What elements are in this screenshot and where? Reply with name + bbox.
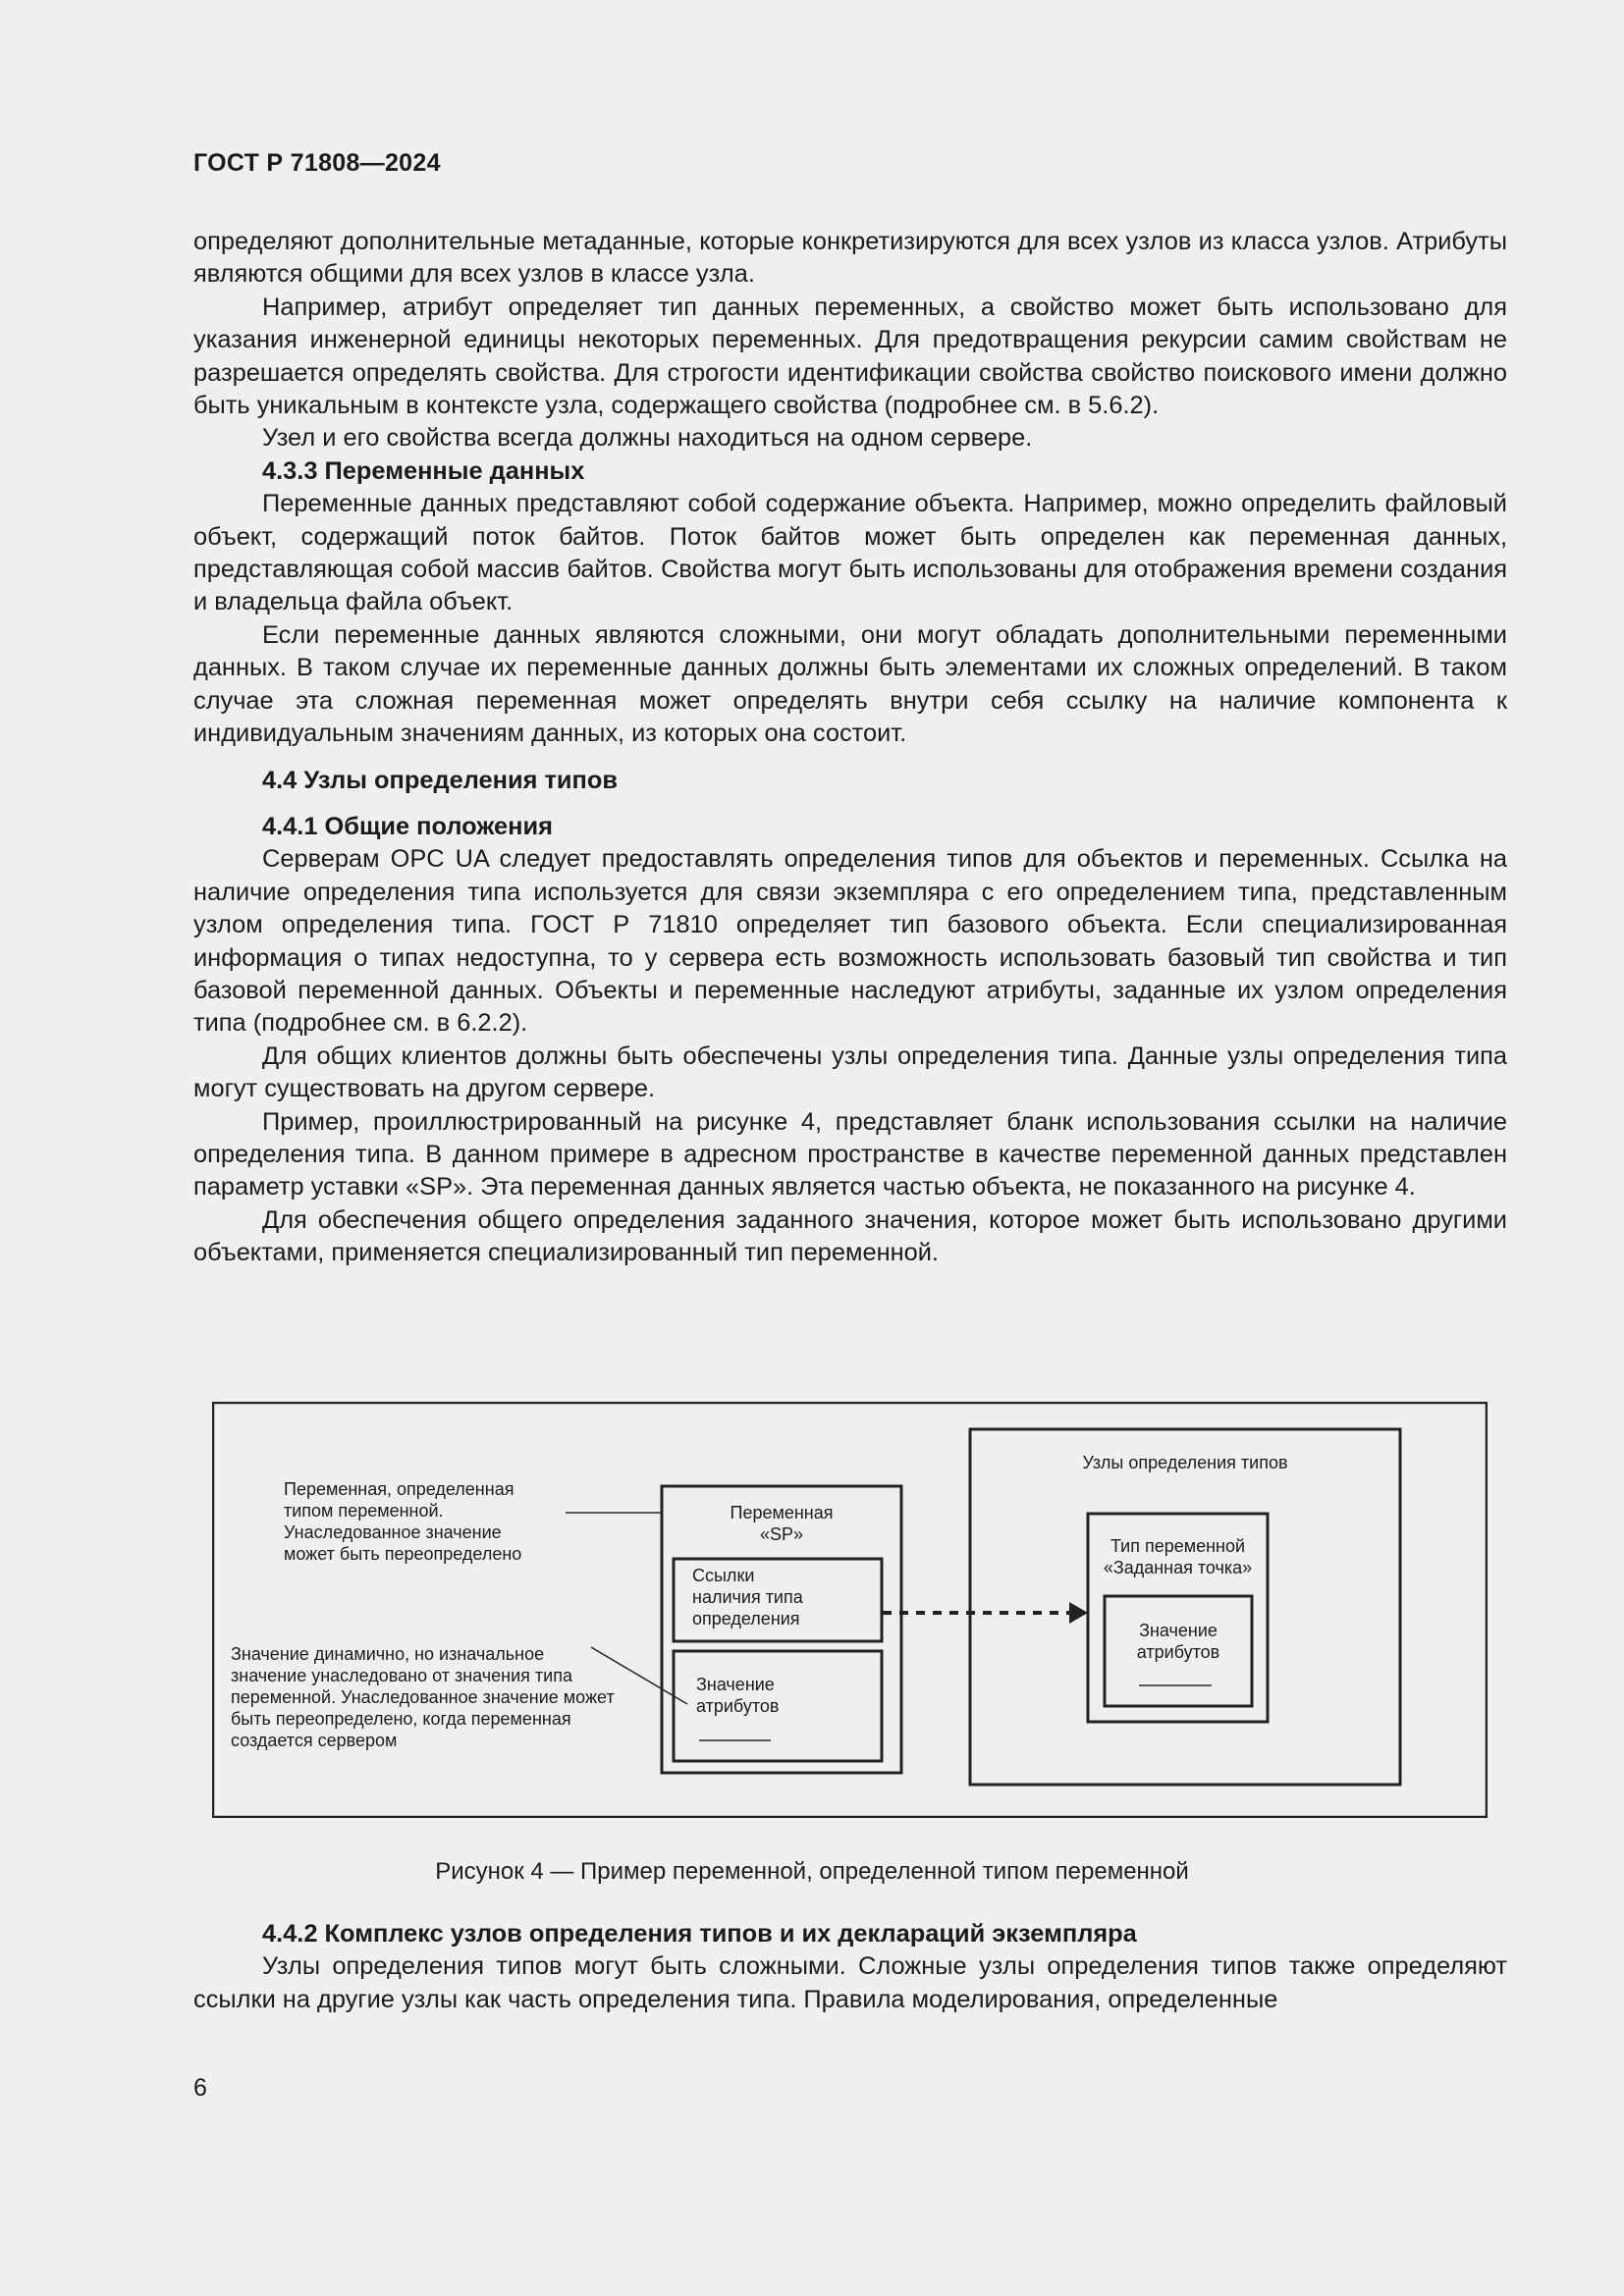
attr-box-left-label: Значение атрибутов — [696, 1675, 780, 1716]
section-heading-4-3-3: 4.3.3 Переменные данных — [262, 456, 585, 485]
variable-sp-title: Переменная «SP» — [730, 1503, 834, 1544]
document-number-header: ГОСТ Р 71808—2024 — [193, 149, 441, 177]
main-text — [193, 226, 1507, 1270]
paragraph: Узел и его свойства всегда должны находиться на одном сервере. — [262, 424, 1033, 453]
type-nodes-box — [970, 1429, 1400, 1785]
paragraph: Для общих клиентов должны быть обеспечены узлы определения типа. Данные узлы определения типа могут существовать на другом сервере. — [193, 1041, 1507, 1103]
figure-4 — [212, 1402, 1488, 1818]
paragraph: определяют дополнительные метаданные, которые конкретизируются для всех узлов из класса узлов. Атрибуты являются общими для всех узлов в классе узла. — [193, 228, 1507, 289]
note-dynamic-value: Значение динамично, но изначальное значение унаследовано от значения типа переменной. Унаследованное значение может быть переопределено, когда переменная создается сервером — [231, 1644, 615, 1750]
paragraph: Переменные данных представляют собой содержание объекта. Например, можно определить файловый объект, содержащий поток байтов. Поток байтов может быть определен как переменная данных, представляющая собой массив байтов. Свойства могут быть использованы для отображения времени создания и владельца файла объект. — [193, 490, 1507, 616]
paragraph: Серверам OPC UA следует предоставлять определения типов для объектов и переменных. Ссылка на наличие определения типа используется для связи экземпляра с его определением типа, представленным узлом определения типа. ГОСТ Р 71810 определяет тип базового объекта. Если специализированная информация о типах недоступна, то у сервера есть возможность использовать базовый тип свойства и тип базовой переменной данных. Объекты и переменные наследуют атрибуты, заданные их узлом определения типа (подробнее см. в 6.2.2). — [193, 845, 1507, 1038]
attr-box-right-label: Значение атрибутов — [1136, 1621, 1220, 1662]
refs-box-label: Ссылки наличия типа определения — [692, 1566, 803, 1629]
type-nodes-title: Узлы определения типов — [1082, 1453, 1288, 1472]
arrow-head — [1069, 1602, 1088, 1624]
paragraph: Если переменные данных являются сложными, они могут обладать дополнительными переменными данных. В таком случае их переменные данных должны быть элементами их сложных определений. В таком случае эта сложная переменная может определять внутри себя ссылку на наличие компонента к индивидуальным значениям данных, из которых она состоит. — [193, 620, 1507, 748]
section-heading-4-4-1: 4.4.1 Общие положения — [262, 812, 553, 840]
note-variable-defined: Переменная, определенная типом переменной. Унаследованное значение может быть переопределено — [284, 1479, 522, 1564]
figure-caption: Рисунок 4 — Пример переменной, определенной типом переменной — [435, 1858, 1189, 1885]
paragraph: Узлы определения типов могут быть сложными. Сложные узлы определения типов также определяют ссылки на другие узлы как часть определения типа. Правила моделирования, определенные — [193, 1952, 1507, 2013]
variable-type-title: Тип переменной «Заданная точка» — [1103, 1536, 1253, 1577]
paragraph: Например, атрибут определяет тип данных переменных, а свойство может быть использовано для указания инженерной единицы некоторых переменных. Для предотвращения рекурсии самим свойствам не разрешается определять свойства. Для строгости идентификации свойства свойство поискового имени должно быть уникальным в контексте узла, содержащего свойства (подробнее см. в 5.6.2). — [193, 293, 1507, 420]
section-heading-4-4-2: 4.4.2 Комплекс узлов определения типов и их деклараций экземпляра — [262, 1920, 1137, 1948]
paragraph: Для обеспечения общего определения заданного значения, которое может быть использовано другими объектами, применяется специализированный тип переменной. — [193, 1205, 1507, 1267]
main-text-continued — [193, 1918, 1507, 2016]
page-number: 6 — [193, 2074, 207, 2102]
paragraph: Пример, проиллюстрированный на рисунке 4, представляет бланк использования ссылки на наличие определения типа. В данном примере в адресном пространстве в качестве переменной данных представлен параметр уставки «SP». Эта переменная данных является частью объекта, не показанного на рисунке 4. — [193, 1107, 1507, 1201]
section-heading-4-4: 4.4 Узлы определения типов — [262, 766, 618, 794]
